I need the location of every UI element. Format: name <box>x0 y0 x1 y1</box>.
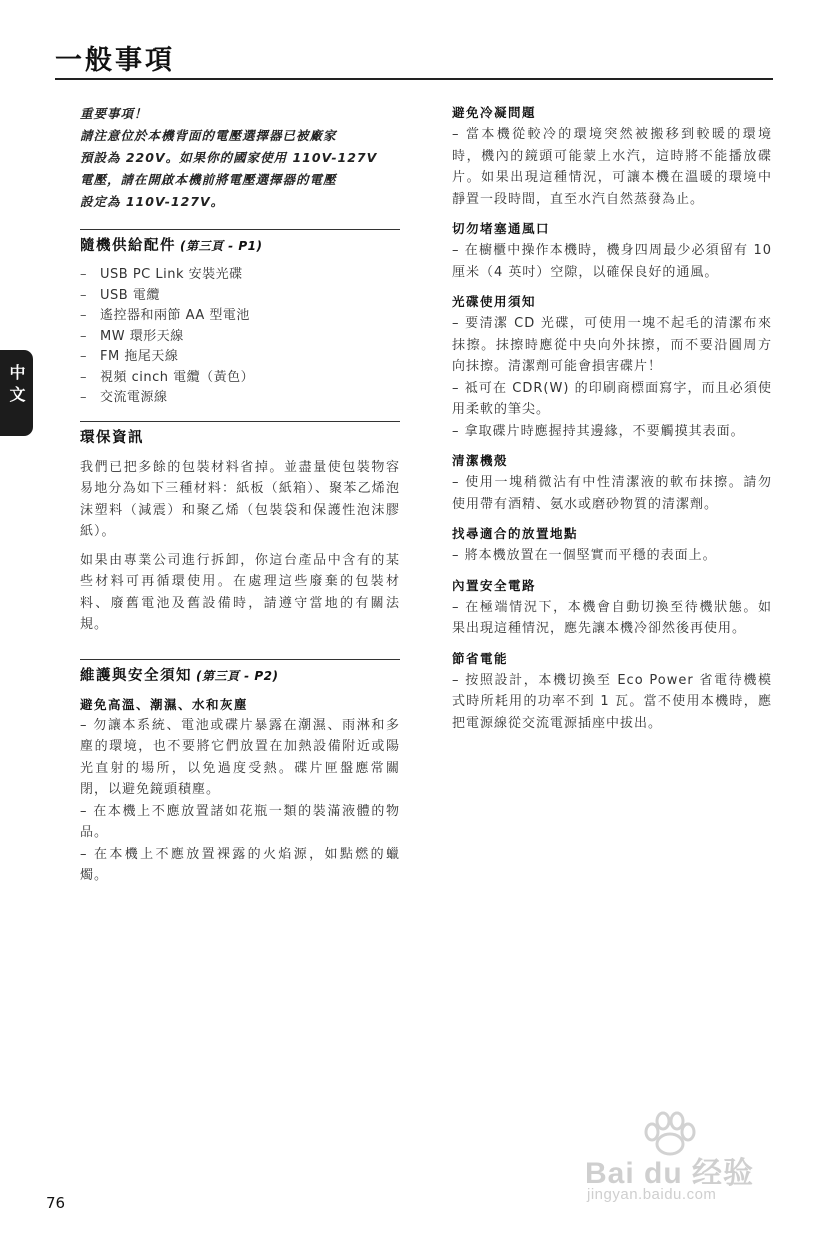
language-tab <box>0 350 33 436</box>
title-rule <box>55 78 773 80</box>
paragraph: – 勿讓本系統、電池或碟片暴露在潮濕、雨淋和多塵的環境，也不要將它們放置在加熱設備附近或陽光直射的場所，以免過度受熱。碟片匣盤應常關閉，以避免鏡頭積塵。 <box>80 717 400 797</box>
page-title: 一般事項 <box>55 45 175 76</box>
notice-line: 設定為 110V-127V。 <box>80 194 225 209</box>
notice-line: 請注意位於本機背面的電壓選擇器已被廠家 <box>80 128 337 143</box>
page-number: 76 <box>46 1194 66 1212</box>
list-item: – USB PC Link 安裝光碟 <box>80 265 400 286</box>
notice-line: 重要事項！ <box>80 106 148 121</box>
baidu-jingyan-watermark <box>585 1110 780 1210</box>
left-column <box>80 103 400 894</box>
list-item: – 視頻 cinch 電纜（黃色） <box>80 368 400 389</box>
section-power-saving <box>452 649 772 735</box>
section-safety-circuit <box>452 576 772 640</box>
list-item: – 交流電源線 <box>80 388 400 409</box>
section-title: 節省電能 <box>452 650 509 666</box>
paragraph: – 按照設計，本機切換至 Eco Power 省電待機模式時所耗用的功率不到 1 瓦。當不使用本機時，應把電源線從交流電源插座中拔出。 <box>452 672 772 731</box>
paragraph: 我們已把多餘的包裝材料省掉。並盡量使包裝物容易地分為如下三種材料：紙板（紙箱）、聚苯乙烯泡沫塑料（減震）和聚乙烯（包裝袋和保護性泡沫膠紙）。 <box>80 459 400 539</box>
maintenance-heading <box>80 659 400 685</box>
notice-line: 電壓，請在開啟本機前將電壓選擇器的電壓 <box>80 172 337 187</box>
list-item: – FM 拖尾天線 <box>80 347 400 368</box>
paragraph: 如果由專業公司進行拆卸，你這台產品中含有的某些材料可再循環使用。在處理這些廢棄的包裝材料、廢舊電池及舊設備時，請遵守當地的有關法規。 <box>80 552 400 632</box>
paragraph: – 在極端情況下，本機會自動切換至待機狀態。如果出現這種情況，應先讓本機冷卻然後再使用。 <box>452 599 772 636</box>
environment-heading <box>80 421 400 447</box>
list-item: – MW 環形天線 <box>80 327 400 348</box>
section-title: 清潔機殼 <box>452 453 509 468</box>
section-cabinet-cleaning <box>452 451 772 515</box>
section-title: 找尋適合的放置地點 <box>452 526 579 541</box>
section-ventilation <box>452 219 772 283</box>
accessories-title: 隨機供給配件 <box>80 238 176 254</box>
section-title: 避免冷凝問題 <box>452 105 537 120</box>
right-column <box>452 103 772 743</box>
section-title: 內置安全電路 <box>452 577 537 593</box>
section-condensation <box>452 103 772 210</box>
accessories-list <box>80 265 400 409</box>
section-title: 切勿堵塞通風口 <box>452 221 551 236</box>
paragraph: – 使用一塊稍微沾有中性清潔液的軟布抹擦。請勿使用帶有酒精、氨水或磨砂物質的清潔劑。 <box>452 475 772 512</box>
environment-title: 環保資訊 <box>80 429 144 446</box>
maintenance-title: 維護與安全須知 <box>80 667 192 684</box>
paragraph: – 祗可在 CDR(W) 的印刷商標面寫字，而且必須使用柔軟的筆尖。 <box>452 380 772 417</box>
list-item: – 遙控器和兩節 AA 型電池 <box>80 306 400 327</box>
notice-line: 預設為 220V。如果你的國家使用 110V-127V <box>80 150 378 165</box>
language-tab-label: 中文 <box>7 364 26 408</box>
section-placement <box>452 524 772 567</box>
watermark-url: jingyan.baidu.com <box>587 1186 717 1203</box>
paragraph: – 在櫥櫃中操作本機時，機身四周最少必須留有 10 厘米（4 英吋）空隙，以確保良好的通風。 <box>452 243 772 280</box>
paragraph: – 在本機上不應放置裸露的火焰源，如點燃的蠟燭。 <box>80 846 400 883</box>
maintenance-page-ref: (第三頁 - P2) <box>196 668 279 683</box>
paragraph: – 要清潔 CD 光碟，可使用一塊不起毛的清潔布來抹擦。抹擦時應從中央向外抹擦，而不要沿圓周方向抹擦。清潔劑可能會損害碟片！ <box>452 316 772 374</box>
list-item: – USB 電纜 <box>80 286 400 307</box>
section-title: 光碟使用須知 <box>452 294 537 309</box>
paragraph: – 在本機上不應放置諸如花瓶一類的裝滿液體的物品。 <box>80 803 400 840</box>
paragraph: – 當本機從較冷的環境突然被搬移到較暖的環境時，機內的鏡頭可能蒙上水汽，這時將不能播放碟片。如果出現這種情況，可讓本機在溫暖的環境中靜置一段時間，直至水汽自然蒸發為止。 <box>452 127 772 207</box>
accessories-page-ref: (第三頁 - P1) <box>180 239 263 253</box>
section-disc-handling <box>452 292 772 442</box>
important-notice <box>80 103 400 213</box>
paragraph: – 拿取碟片時應握持其邊緣，不要觸摸其表面。 <box>452 423 745 439</box>
watermark-logo-text: Bai du 经验 <box>585 1157 755 1190</box>
paragraph: – 將本機放置在一個堅實而平穩的表面上。 <box>452 548 717 563</box>
maintenance-subheading: 避免高溫、潮濕、水和灰塵 <box>80 696 249 712</box>
accessories-heading <box>80 229 400 255</box>
